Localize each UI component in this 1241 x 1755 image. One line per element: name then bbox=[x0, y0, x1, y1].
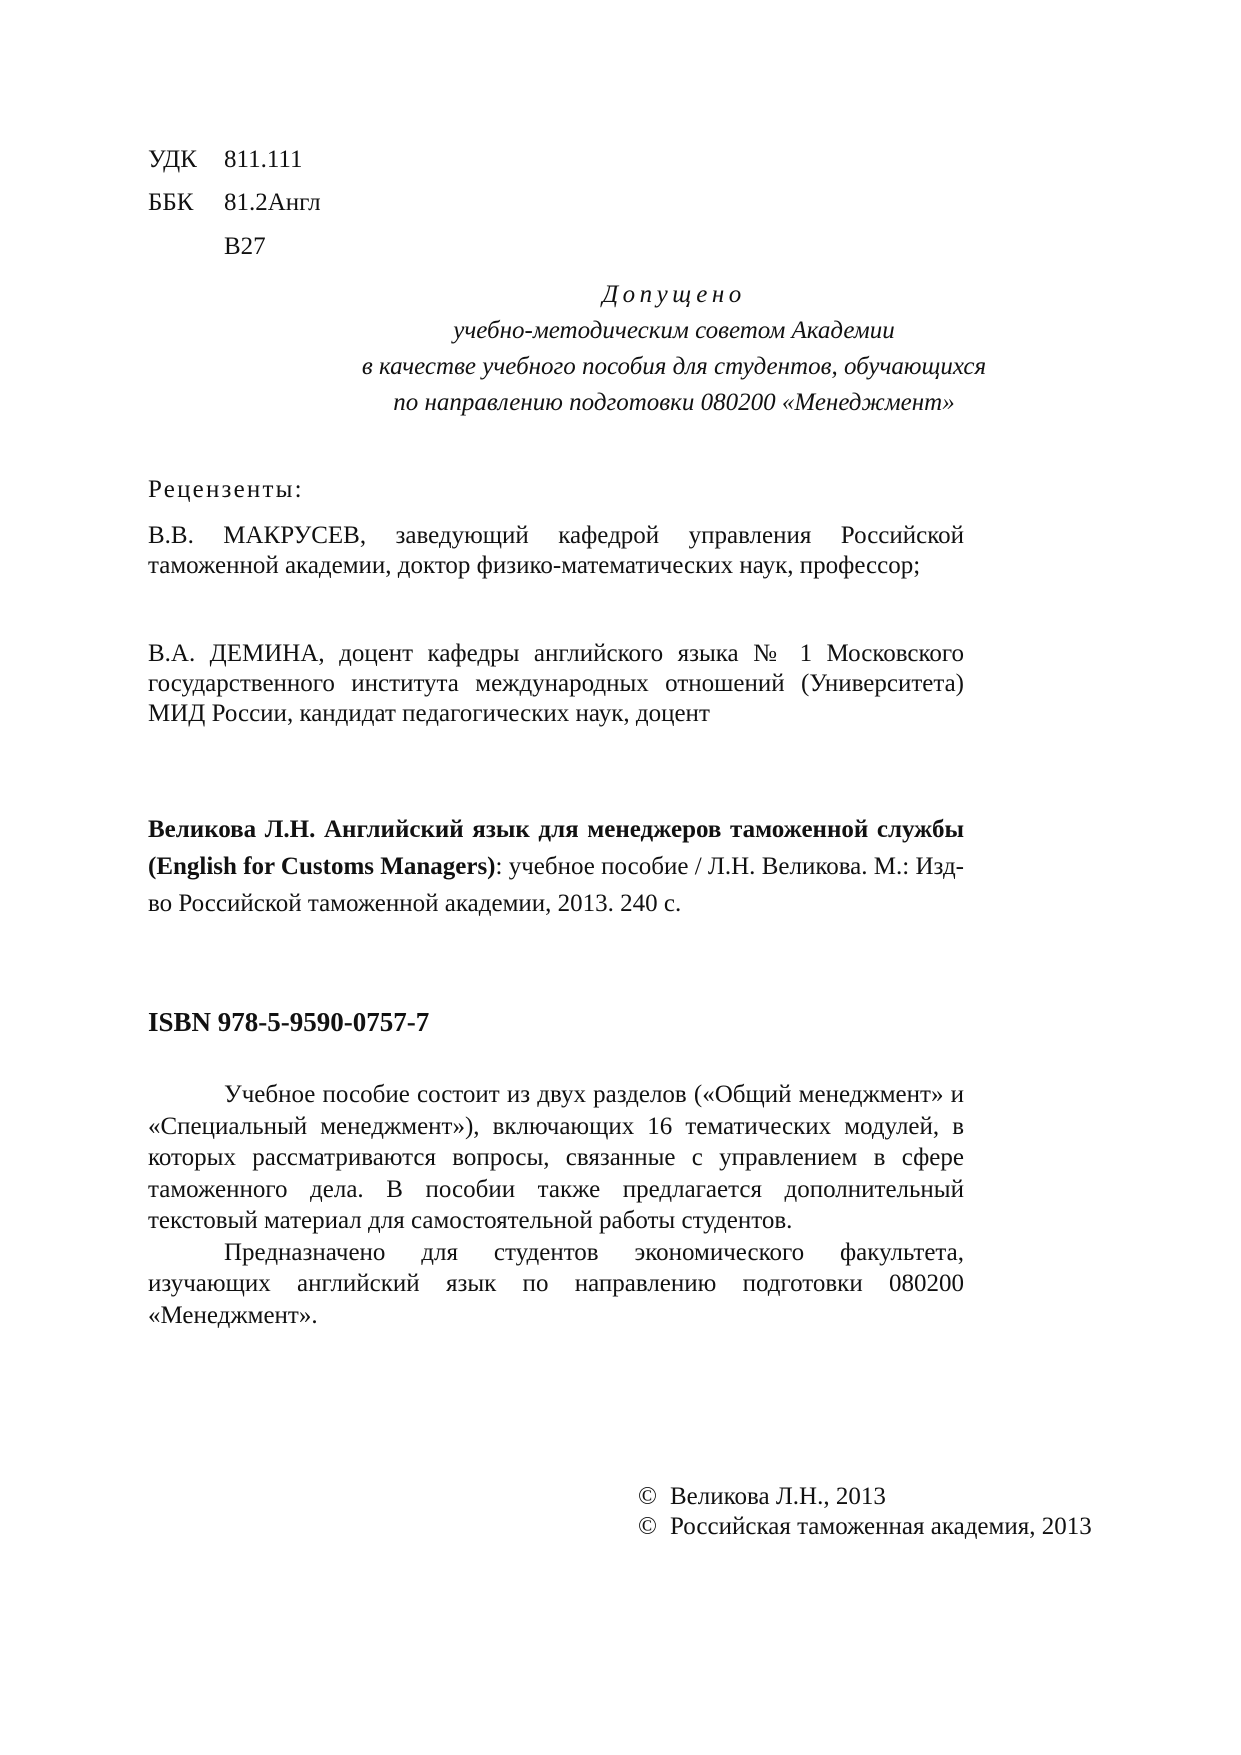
bibliography-title: Великова Л.Н. Английский язык для менеджеров таможенной службы (English for Customs Managers) bbox=[148, 816, 964, 880]
copyright-line bbox=[638, 1512, 1092, 1542]
author-mark: В27 bbox=[224, 233, 266, 260]
bibliographic-record bbox=[148, 811, 964, 922]
annotation-paragraph: Предназначено для студентов экономического факультета, изучающих английский язык по направлению подготовки 080200 «Менеджмент». bbox=[148, 1238, 964, 1329]
udk-value: 811.111 bbox=[224, 146, 303, 173]
bbk-label: ББК bbox=[148, 189, 194, 216]
approval-heading: Допущено bbox=[602, 281, 746, 308]
annotation bbox=[148, 1079, 964, 1331]
reviewers-title: Рецензенты: bbox=[148, 476, 304, 503]
bbk-row bbox=[148, 189, 321, 217]
reviewer-entry: В.В. МАКРУСЕВ, заведующий кафедрой управления Российской таможенной академии, доктор физико-математических наук, профессор; bbox=[148, 522, 964, 579]
copyright-symbol: © bbox=[638, 1483, 657, 1510]
copyright-line bbox=[638, 1482, 1092, 1512]
udk-label: УДК bbox=[148, 146, 197, 173]
bibliography-details: : учебное пособие / Л.Н. Великова. М.: Изд-во Российской таможенной академии, 2013. 240 с. bbox=[148, 853, 964, 917]
approval-line: в качестве учебного пособия для студентов, обучающихся bbox=[361, 353, 987, 380]
copyright-text: Российская таможенная академия, 2013 bbox=[670, 1513, 1092, 1540]
approval-block bbox=[148, 277, 1200, 421]
isbn: ISBN 978-5-9590-0757-7 bbox=[148, 1007, 430, 1037]
udk-row bbox=[148, 146, 302, 174]
reviewer-entry: В.А. ДЕМИНА, доцент кафедры английского языка № 1 Московского государственного института международных отношений (Университета) МИД России, кандидат педагогических наук, доцент bbox=[148, 640, 964, 727]
copyright-symbol: © bbox=[638, 1513, 657, 1540]
approval-line: по направлению подготовки 080200 «Менеджмент» bbox=[393, 389, 955, 416]
bbk-value: 81.2Англ bbox=[224, 189, 321, 216]
annotation-paragraph: Учебное пособие состоит из двух разделов («Общий менеджмент» и «Специальный менеджмент»), включающих 16 тематических модулей, в которых рассматриваются вопросы, связанные с управлением в сфере таможенного дела. В пособии также предлагается дополнительный текстовый материал для самостоятельной работы студентов. bbox=[148, 1081, 964, 1234]
approval-line: учебно-методическим советом Академии bbox=[453, 317, 895, 344]
copyright-block bbox=[638, 1482, 1092, 1542]
copyright-text: Великова Л.Н., 2013 bbox=[670, 1483, 886, 1510]
